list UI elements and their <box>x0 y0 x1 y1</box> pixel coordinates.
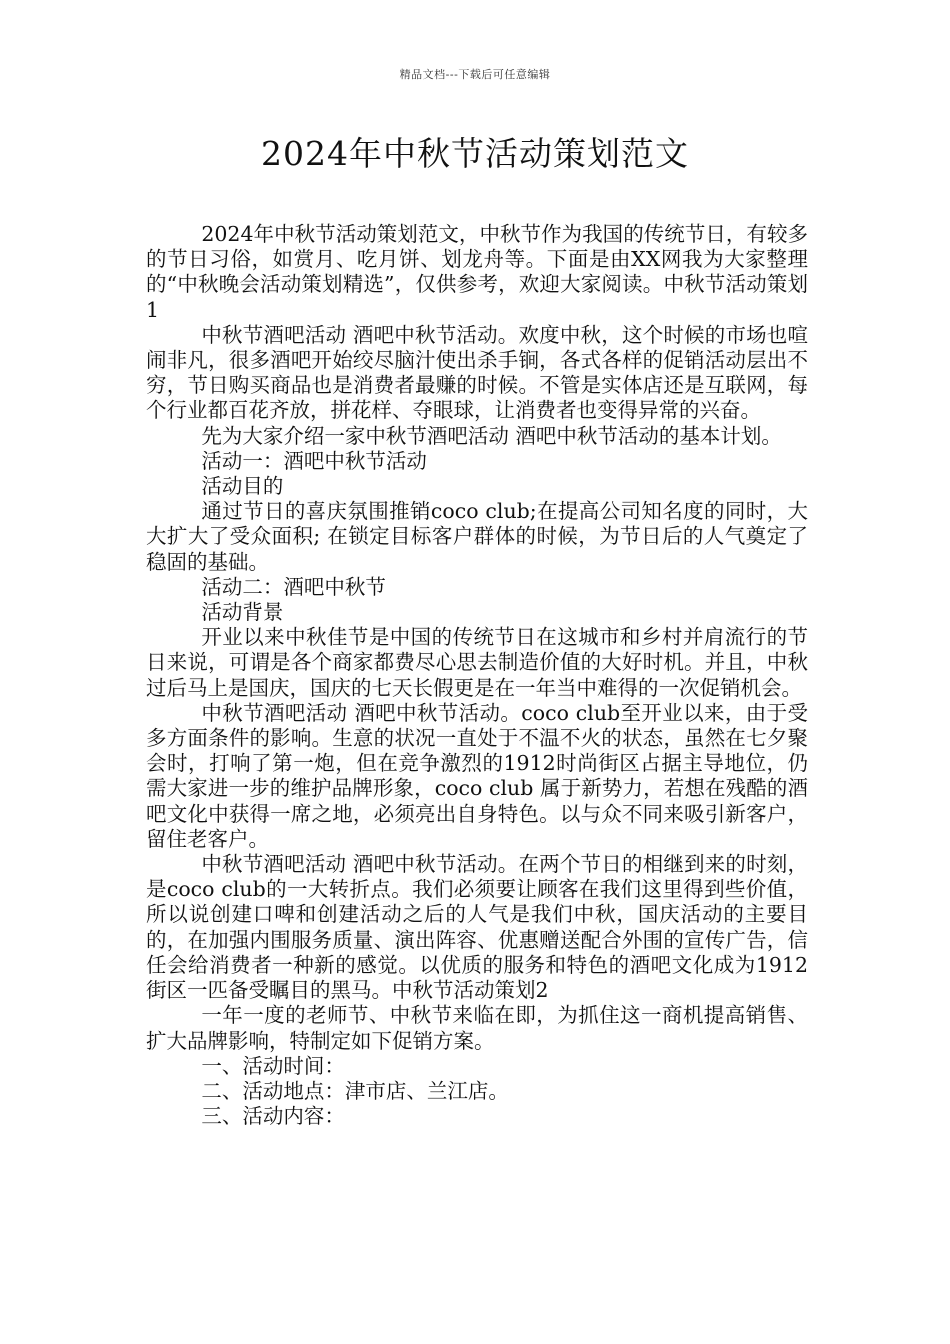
list-item: 三、活动内容： <box>201 1104 345 1129</box>
paragraph-intro: 2024年中秋节活动策划范文，中秋节作为我国的传统节日，有较多的节日习俗，如赏月、吃月饼、划龙舟等。下面是由XX网我为大家整理的“中秋晚会活动策划精选”，仅供参考，欢迎大家阅读。中秋节活动策划1 <box>146 222 808 322</box>
paragraph: 一年一度的老师节、中秋节来临在即，为抓住这一商机提高销售、扩大品牌影响，特制定如下促销方案。 <box>146 1003 808 1053</box>
paragraph: 中秋节酒吧活动 酒吧中秋节活动。欢度中秋，这个时候的市场也喧闹非凡，很多酒吧开始绞尽脑汁使出杀手锏，各式各样的促销活动层出不穷，节日购买商品也是消费者最赚的时候。不管是实体店还是互联网，每个行业都百花齐放，拼花样、夺眼球，让消费者也变得异常的兴奋。 <box>146 322 808 423</box>
section-heading: 活动背景 <box>201 600 284 625</box>
section-heading: 活动二：酒吧中秋节 <box>201 574 386 599</box>
document-body <box>146 222 808 1129</box>
paragraph: 中秋节酒吧活动 酒吧中秋节活动。在两个节日的相继到来的时刻，是coco club的一大转折点。我们必须要让顾客在我们这里得到些价值，所以说创建口啤和创建活动之后的人气是我们中秋，国庆活动的主要目的，在加强内围服务质量、演出阵容、优惠赠送配合外围的宣传广告，信任会给消费者一种新的感觉。以优质的服务和特色的酒吧文化成为1912街区一匹备受瞩目的黑马。中秋节活动策划2 <box>146 852 808 1003</box>
paragraph: 通过节日的喜庆氛围推销coco club;在提高公司知名度的同时，大大扩大了受众面积; 在锁定目标客户群体的时候，为节日后的人气奠定了稳固的基础。 <box>146 499 808 574</box>
paragraph: 先为大家介绍一家中秋节酒吧活动 酒吧中秋节活动的基本计划。 <box>201 423 782 448</box>
page-title: 2024年中秋节活动策划范文 <box>261 134 689 173</box>
paragraph: 开业以来中秋佳节是中国的传统节日在这城市和乡村并肩流行的节日来说，可谓是各个商家都费尽心思去制造价值的大好时机。并且，中秋过后马上是国庆，国庆的七天长假更是在一年当中难得的一次促销机会。 <box>146 625 808 700</box>
header-note: 精品文档---下载后可任意编辑 <box>399 68 551 81</box>
list-item: 一、活动时间： <box>201 1053 345 1078</box>
paragraph: 中秋节酒吧活动 酒吧中秋节活动。coco club至开业以来，由于受多方面条件的影响。生意的状况一直处于不温不火的状态，虽然在七夕聚会时，打响了第一炮，但在竞争激烈的1912时尚街区占据主导地位，仍需大家进一步的维护品牌形象，coco club 属于新势力，若想在残酷的酒吧文化中获得一席之地，必须亮出自身特色。以与众不同来吸引新客户，留住老客户。 <box>146 700 808 851</box>
section-heading: 活动目的 <box>201 474 284 499</box>
list-item: 二、活动地点：津市店、兰江店。 <box>201 1078 509 1103</box>
section-heading: 活动一：酒吧中秋节活动 <box>201 448 427 473</box>
